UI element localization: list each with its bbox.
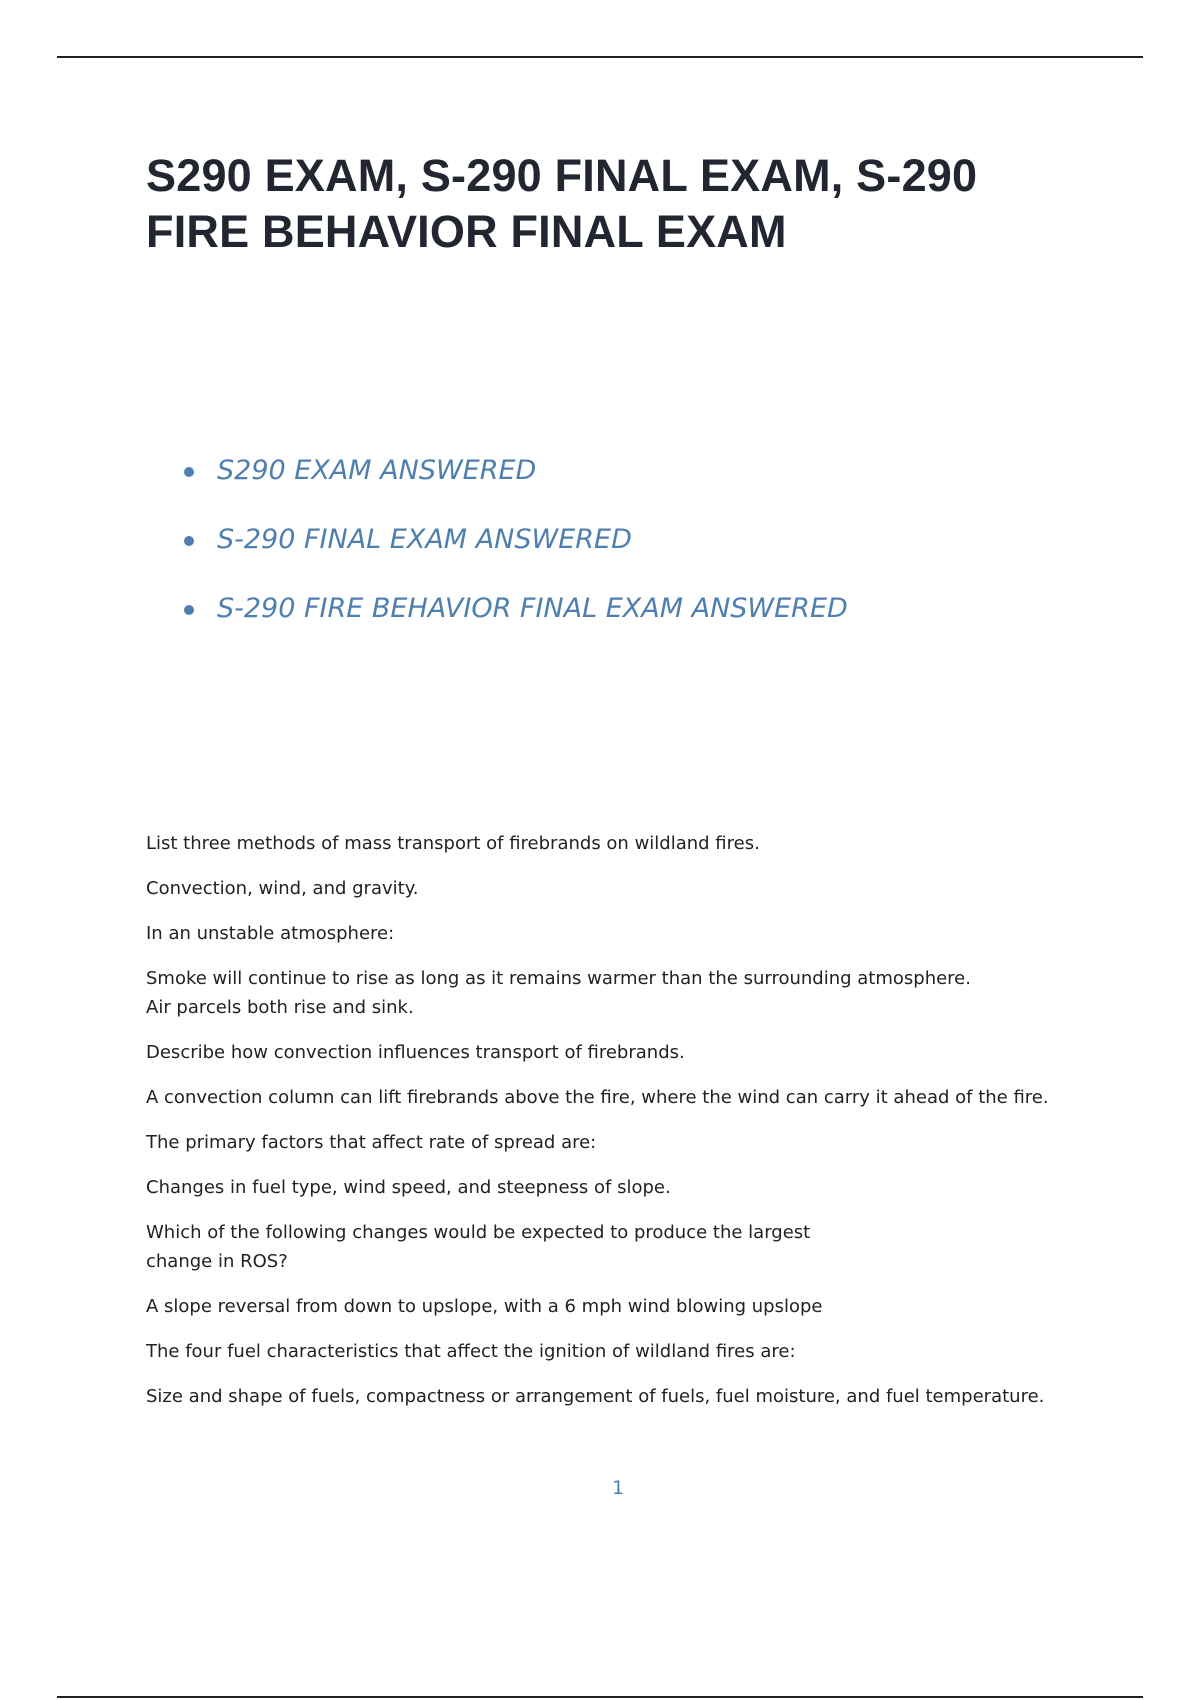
answer: Changes in fuel type, wind speed, and steepness of slope. xyxy=(146,1177,671,1198)
answer: Size and shape of fuels, compactness or arrangement of fuels, fuel moisture, and fuel temperature. xyxy=(146,1386,1045,1407)
bullet-icon xyxy=(184,536,194,546)
bullet-icon xyxy=(184,605,194,615)
toc-item[interactable] xyxy=(175,588,848,657)
document-title xyxy=(146,148,1106,260)
title-line-1: S290 EXAM, S-290 FINAL EXAM, S-290 xyxy=(146,150,978,201)
question: List three methods of mass transport of firebrands on wildland fires. xyxy=(146,833,760,854)
toc-item[interactable] xyxy=(175,450,848,519)
question-line: Which of the following changes would be expected to produce the largest xyxy=(146,1222,811,1243)
answer: A slope reversal from down to upslope, with a 6 mph wind blowing upslope xyxy=(146,1296,823,1317)
question: In an unstable atmosphere: xyxy=(146,923,395,944)
toc-item[interactable] xyxy=(175,519,848,588)
page-number: 1 xyxy=(611,1477,625,1499)
answer: A convection column can lift firebrands above the fire, where the wind can carry it ahead of the fire. xyxy=(146,1087,1049,1108)
answer-line: Air parcels both rise and sink. xyxy=(146,997,414,1018)
answer xyxy=(146,964,1146,1022)
question: The four fuel characteristics that affect the ignition of wildland fires are: xyxy=(146,1341,796,1362)
toc-item-label: S-290 FINAL EXAM ANSWERED xyxy=(217,524,632,555)
question: The primary factors that affect rate of spread are: xyxy=(146,1132,597,1153)
question-line: change in ROS? xyxy=(146,1251,288,1272)
table-of-contents xyxy=(175,450,848,657)
question: Describe how convection influences transport of firebrands. xyxy=(146,1042,685,1063)
question xyxy=(146,1218,1146,1276)
toc-item-label: S-290 FIRE BEHAVIOR FINAL EXAM ANSWERED xyxy=(217,593,848,624)
answer: Convection, wind, and gravity. xyxy=(146,878,419,899)
title-line-2: FIRE BEHAVIOR FINAL EXAM xyxy=(146,206,787,257)
question-answer-list xyxy=(146,829,1146,1427)
header-rule xyxy=(57,56,1143,58)
answer-line: Smoke will continue to rise as long as it remains warmer than the surrounding atmosphere. xyxy=(146,968,971,989)
bullet-icon xyxy=(184,467,194,477)
toc-item-label: S290 EXAM ANSWERED xyxy=(217,455,537,486)
footer-rule xyxy=(57,1696,1143,1698)
